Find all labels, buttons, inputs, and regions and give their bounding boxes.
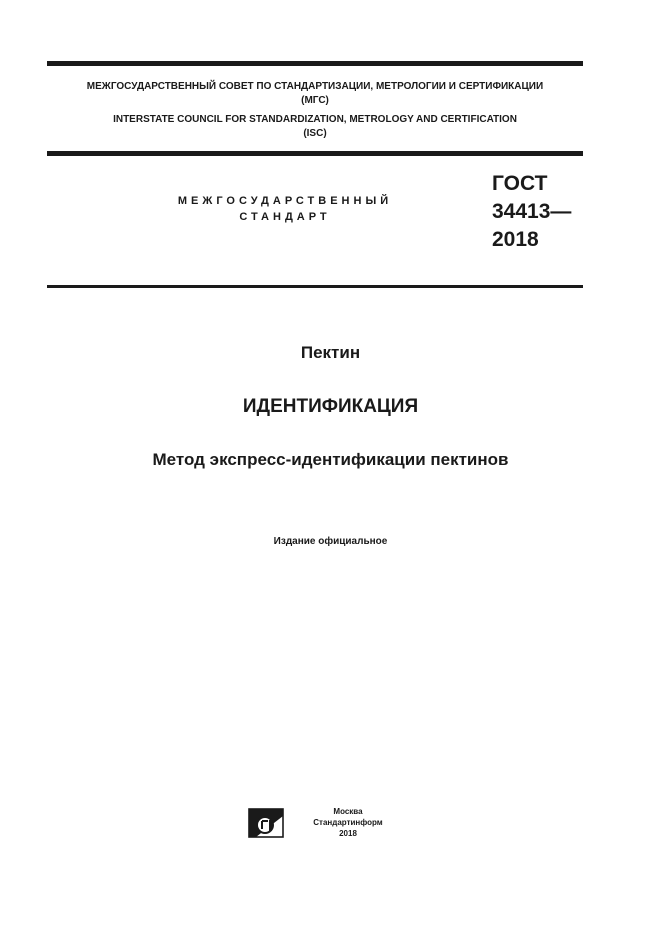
standard-type <box>150 193 420 225</box>
standartinform-logo-icon <box>248 808 284 838</box>
title-method: Метод экспресс-идентификации пектинов <box>152 450 509 469</box>
title-subject: Пектин <box>300 343 361 362</box>
council-en-name: INTERSTATE COUNCIL FOR STANDARDIZATION, METROLOGY AND CERTIFICATION <box>113 114 517 125</box>
gost-prefix: ГОСТ <box>492 172 548 195</box>
gost-year: 2018 <box>492 228 539 251</box>
standard-type-line1: МЕЖГОСУДАРСТВЕННЫЙ <box>177 195 393 207</box>
council-bottom-rule <box>47 151 583 156</box>
publisher-city: Москва <box>333 807 363 816</box>
publisher-name: Стандартинформ <box>313 818 383 827</box>
council-names <box>47 80 583 141</box>
edition-label: Издание официальное <box>273 536 388 547</box>
header-bottom-rule <box>47 285 583 288</box>
top-thick-rule <box>47 61 583 66</box>
council-en-abbr: (ISC) <box>303 128 327 139</box>
gost-number: 34413— <box>492 200 572 223</box>
gost-designation <box>492 170 571 254</box>
title-main: ИДЕНТИФИКАЦИЯ <box>242 396 419 417</box>
publisher-year: 2018 <box>339 829 357 838</box>
standard-type-line2: СТАНДАРТ <box>239 211 331 223</box>
publisher-block <box>300 806 396 839</box>
council-ru-name: МЕЖГОСУДАРСТВЕННЫЙ СОВЕТ ПО СТАНДАРТИЗАЦИИ, МЕТРОЛОГИИ И СЕРТИФИКАЦИИ <box>86 81 544 92</box>
council-ru-abbr: (МГС) <box>301 95 329 106</box>
